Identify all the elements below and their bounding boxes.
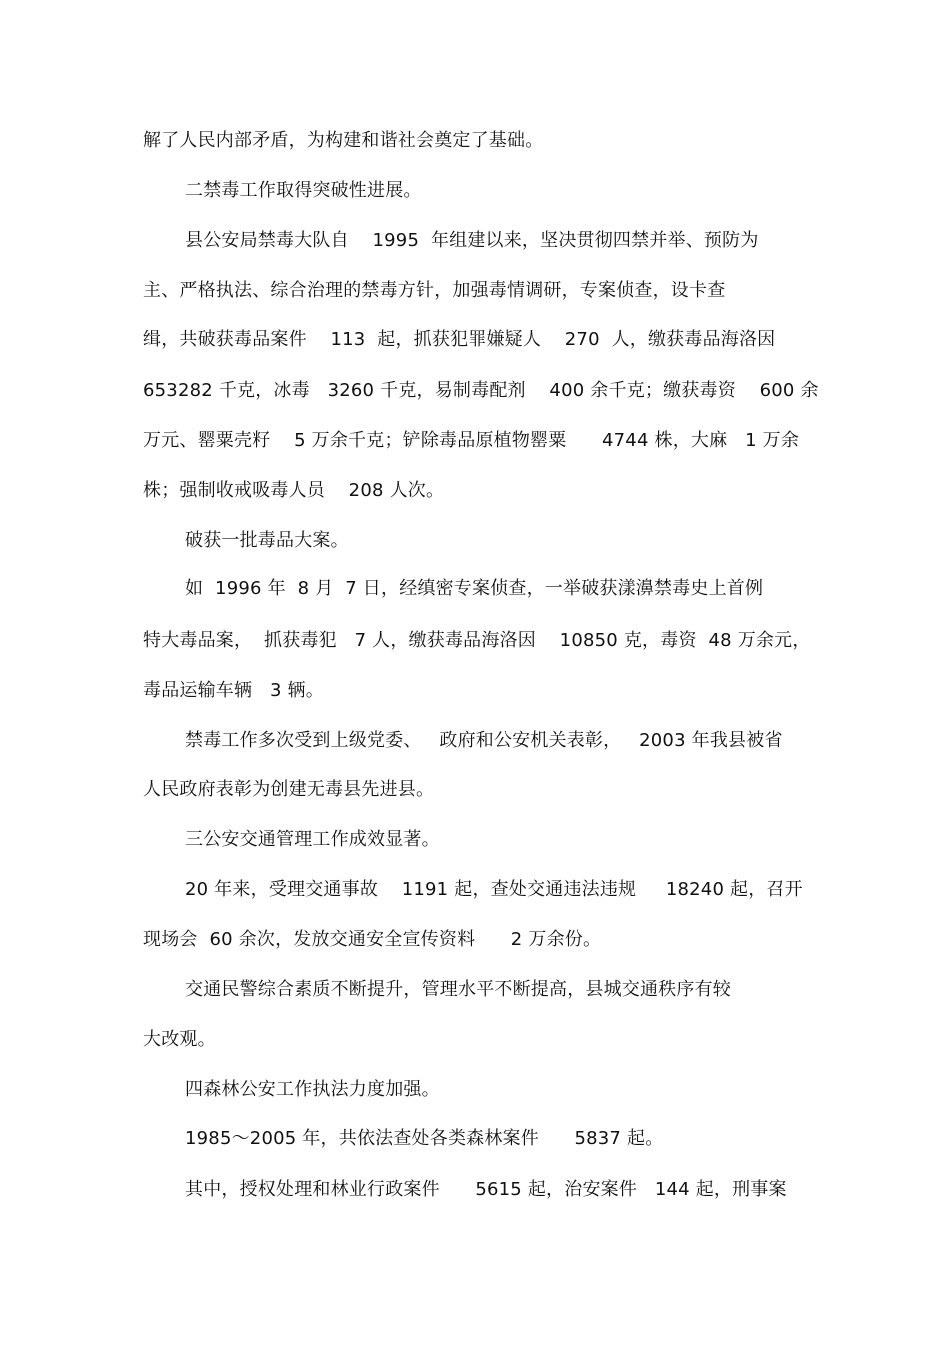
text-line: 交通民警综合素质不断提升，管理水平不断提高，县城交通秩序有较 bbox=[185, 979, 731, 1000]
section-heading: 二禁毒工作取得突破性进展。 bbox=[185, 180, 422, 201]
text-line: 万元、罂粟壳籽 5 万余千克；铲除毒品原植物罂粟 4744 株，大麻 1 万余 bbox=[143, 430, 800, 451]
text-line: 毒品运输车辆 3 辆。 bbox=[143, 680, 324, 701]
section-heading: 四森林公安工作执法力度加强。 bbox=[185, 1079, 440, 1100]
text-line: 大改观。 bbox=[143, 1029, 216, 1050]
text-line: 破获一批毒品大案。 bbox=[185, 530, 349, 551]
text-line: 现场会 60 余次，发放交通安全宣传资料 2 万余份。 bbox=[143, 929, 602, 950]
text-line: 1985～2005 年，共依法查处各类森林案件 5837 起。 bbox=[185, 1128, 664, 1149]
text-line: 其中，授权处理和林业行政案件 5615 起，治安案件 144 起，刑事案 bbox=[185, 1179, 787, 1200]
text-line: 653282 千克，冰毒 3260 千克，易制毒配剂 400 余千克；缴获毒资 600 余 bbox=[143, 380, 819, 401]
text-line: 20 年来，受理交通事故 1191 起，查处交通违法违规 18240 起，召开 bbox=[185, 879, 803, 900]
text-line: 禁毒工作多次受到上级党委、 政府和公安机关表彰， 2003 年我县被省 bbox=[185, 730, 783, 751]
text-line: 人民政府表彰为创建无毒县先进县。 bbox=[143, 779, 435, 800]
text-line: 株；强制收戒吸毒人员 208 人次。 bbox=[143, 480, 445, 501]
text-line: 县公安局禁毒大队自 1995 年组建以来，坚决贯彻四禁并举、预防为 bbox=[185, 230, 759, 251]
section-heading: 三公安交通管理工作成效显著。 bbox=[185, 829, 440, 850]
text-line: 解了人民内部矛盾，为构建和谐社会奠定了基础。 bbox=[143, 130, 544, 151]
text-line: 如 1996 年 8 月 7 日，经缜密专案侦查，一举破获漾濞禁毒史上首例 bbox=[185, 578, 764, 599]
text-line: 主、严格执法、综合治理的禁毒方针，加强毒情调研，专案侦查，设卡查 bbox=[143, 280, 726, 301]
text-line: 缉，共破获毒品案件 113 起，抓获犯罪嫌疑人 270 人，缴获毒品海洛因 bbox=[143, 329, 776, 350]
text-line: 特大毒品案， 抓获毒犯 7 人，缴获毒品海洛因 10850 克，毒资 48 万余元， bbox=[143, 630, 811, 651]
